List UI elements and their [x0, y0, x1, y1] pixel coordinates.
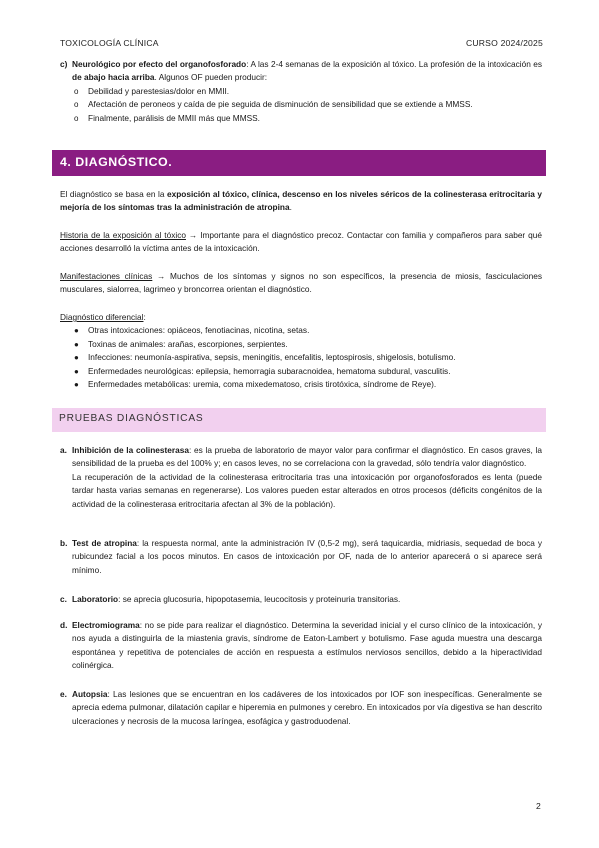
page-number: 2 — [536, 801, 541, 811]
bullet-marker: ● — [74, 339, 79, 349]
item-text: : no se pide para realizar el diagnóstico. Determina la severidad inicial y el curso clínico de la intoxicación, y nos ayuda a distinguirla de la miastenia gravis, síndrome de Eaton-Lambert y botulismo. Fase aguda muestra una descarga espontánea y repetitiva de potenciales de acción en respuesta a estímulos nerviosos sencillos, debido a la hiperactividad colinérgica. — [72, 620, 542, 671]
list-item-text: Enfermedades neurológicas: epilepsia, hemorragia subaracnoidea, hematoma subdural, vasculitis. — [88, 365, 451, 376]
list-item-text: Finalmente, parálisis de MMII más que MMSS. — [88, 112, 260, 123]
bullet-marker: o — [74, 113, 79, 123]
bullet-marker: o — [74, 100, 79, 110]
manifestations-label: Manifestaciones clínicas — [60, 271, 153, 281]
item-title: Neurológico por efecto del organofosforado — [72, 59, 247, 69]
history-label: Historia de la exposición al tóxico — [60, 230, 186, 240]
bullet-marker: ● — [74, 353, 79, 363]
list-item-text: Debilidad y parestesias/dolor en MMII. — [88, 85, 230, 96]
bullet-marker: ● — [74, 366, 79, 376]
page-header — [60, 38, 543, 48]
section-heading-bar — [52, 150, 546, 176]
header-course-title: TOXICOLOGÍA CLÍNICA — [60, 38, 159, 48]
item-text: : es la prueba de laboratorio de mayor valor para confirmar el diagnóstico. En casos graves, la sensibilidad de la prueba es del 100% y; en casos leves, no se correlaciona con la gravedad, sólo tendría valor diagnóstico. — [72, 445, 542, 469]
item-text: : Las lesiones que se encuentran en los cadáveres de los intoxicados por IOF son inespecíficas. Generalmente se aprecia edema pulmonar, dilatación capilar e hiperemia en pulmones y cerebro. En intoxicados por vía digestiva se han descrito ulceraciones y necrosis de la mucosa laríngea, esofágica y gastroduodenal. — [72, 689, 542, 726]
item-body — [72, 619, 542, 673]
list-item-text: Toxinas de animales: arañas, escorpiones, serpientes. — [88, 338, 288, 349]
item-body — [72, 444, 542, 511]
item-text: : se aprecia glucosuria, hipopotasemia, leucocitosis y proteinuria transitorias. — [118, 594, 401, 604]
item-body — [72, 58, 542, 85]
list-item — [74, 324, 542, 337]
differential-label: Diagnóstico diferencial — [60, 312, 144, 322]
list-item — [74, 338, 542, 351]
item-text-2: La recuperación de la actividad de la colinesterasa eritrocitaria tras una intoxicación por organofosforados es lenta (puede tardar hasta varias semanas en regenerarse). Los valores pueden estar alterados en otros procesos (déficits congénitos de la actividad de la colinesterasa eritrocitaria afectan al 3% de la población). — [72, 471, 542, 509]
item-text: : A las 2-4 semanas de la exposición al tóxico. La profesión de la intoxicación es — [246, 59, 542, 69]
list-item-text: Enfermedades metabólicas: uremia, coma mixedematoso, crisis tirotóxica, síndrome de Reye). — [88, 379, 437, 390]
item-body — [72, 593, 542, 606]
list-item — [74, 365, 542, 378]
item-title: Test de atropina — [72, 538, 137, 548]
list-item — [72, 112, 542, 125]
item-emphasis: de abajo hacia arriba — [72, 72, 155, 83]
test-item-autopsy — [60, 688, 542, 728]
item-text: : la respuesta normal, ante la administración IV (0,5-2 mg), será taquicardia, midriasis, sequedad de boca y rubicundez facial a los pocos minutos. En casos de intoxicación por OF, nada de lo anterior aparecerá o si aparece será mínimo. — [72, 538, 543, 575]
item-title: Autopsia — [72, 689, 108, 699]
bullet-marker: ● — [74, 380, 79, 390]
intro-text: El diagnóstico se basa en la — [60, 189, 167, 199]
item-label: a. — [60, 445, 67, 455]
list-item — [74, 378, 542, 391]
differential-diagnosis — [60, 311, 542, 391]
manifestations-text: → Muchos de los síntomas y signos no son específicos, la presencia de miosis, fasciculaciones musculares, sialorrea, lagrimeo y broncorrea orientan el diagnóstico. — [60, 271, 542, 295]
header-course-year: CURSO 2024/2025 — [465, 38, 543, 48]
list-item-text: Afectación de peroneos y caída de pie seguida de disminución de sensibilidad que se extiende a MMSS. — [88, 99, 473, 110]
subsection-heading-bar — [52, 408, 546, 432]
intro-end: . — [289, 202, 292, 213]
test-item-atropine — [60, 537, 542, 577]
diagnosis-intro — [60, 188, 542, 215]
history-text: → Importante para el diagnóstico precoz. Contactar con familia y compañeros para saber qué acciones desarrolló la víctima antes de la intoxicación. — [60, 230, 542, 254]
subsection-title: PRUEBAS DIAGNÓSTICAS — [59, 413, 204, 424]
item-label: d. — [60, 620, 68, 630]
test-item-electromyogram — [60, 619, 542, 673]
item-label: c. — [60, 594, 67, 604]
item-body — [72, 688, 542, 728]
list-item — [74, 351, 542, 364]
item-title: Laboratorio — [72, 594, 119, 604]
item-label: c) — [60, 59, 68, 69]
exposure-history — [60, 229, 542, 256]
list-item — [72, 98, 542, 111]
clinical-manifestations — [60, 270, 542, 297]
item-body — [72, 537, 542, 577]
differential-colon: : — [143, 312, 146, 322]
section-title: 4. DIAGNÓSTICO. — [60, 155, 173, 169]
item-title: Electromiograma — [72, 620, 140, 630]
intro-emphasis: exposición al tóxico, clínica, descenso en los niveles séricos de la colinesterasa eritrocitaria y mejoría de los síntomas tras la administración de atropina — [60, 189, 543, 213]
list-item-text: Otras intoxicaciones: opiáceos, fenotiacinas, nicotina, setas. — [88, 325, 310, 336]
item-title: Inhibición de la colinesterasa — [72, 445, 189, 455]
item-label: b. — [60, 538, 68, 548]
list-item — [72, 85, 542, 98]
bullet-marker: ● — [74, 326, 79, 336]
differential-list — [60, 324, 542, 391]
list-item-text: Infecciones: neumonía-aspirativa, sepsis, meningitis, encefalitis, leptospirosis, shigelosis, botulismo. — [88, 352, 456, 363]
neuro-item — [60, 58, 542, 125]
bullet-marker: o — [74, 86, 79, 96]
item-text-end: . Algunos OF pueden producir: — [154, 72, 268, 83]
test-item-laboratory — [60, 593, 542, 606]
item-label: e. — [60, 689, 67, 699]
test-item-cholinesterase — [60, 444, 542, 511]
neuro-bullet-list — [60, 85, 542, 125]
